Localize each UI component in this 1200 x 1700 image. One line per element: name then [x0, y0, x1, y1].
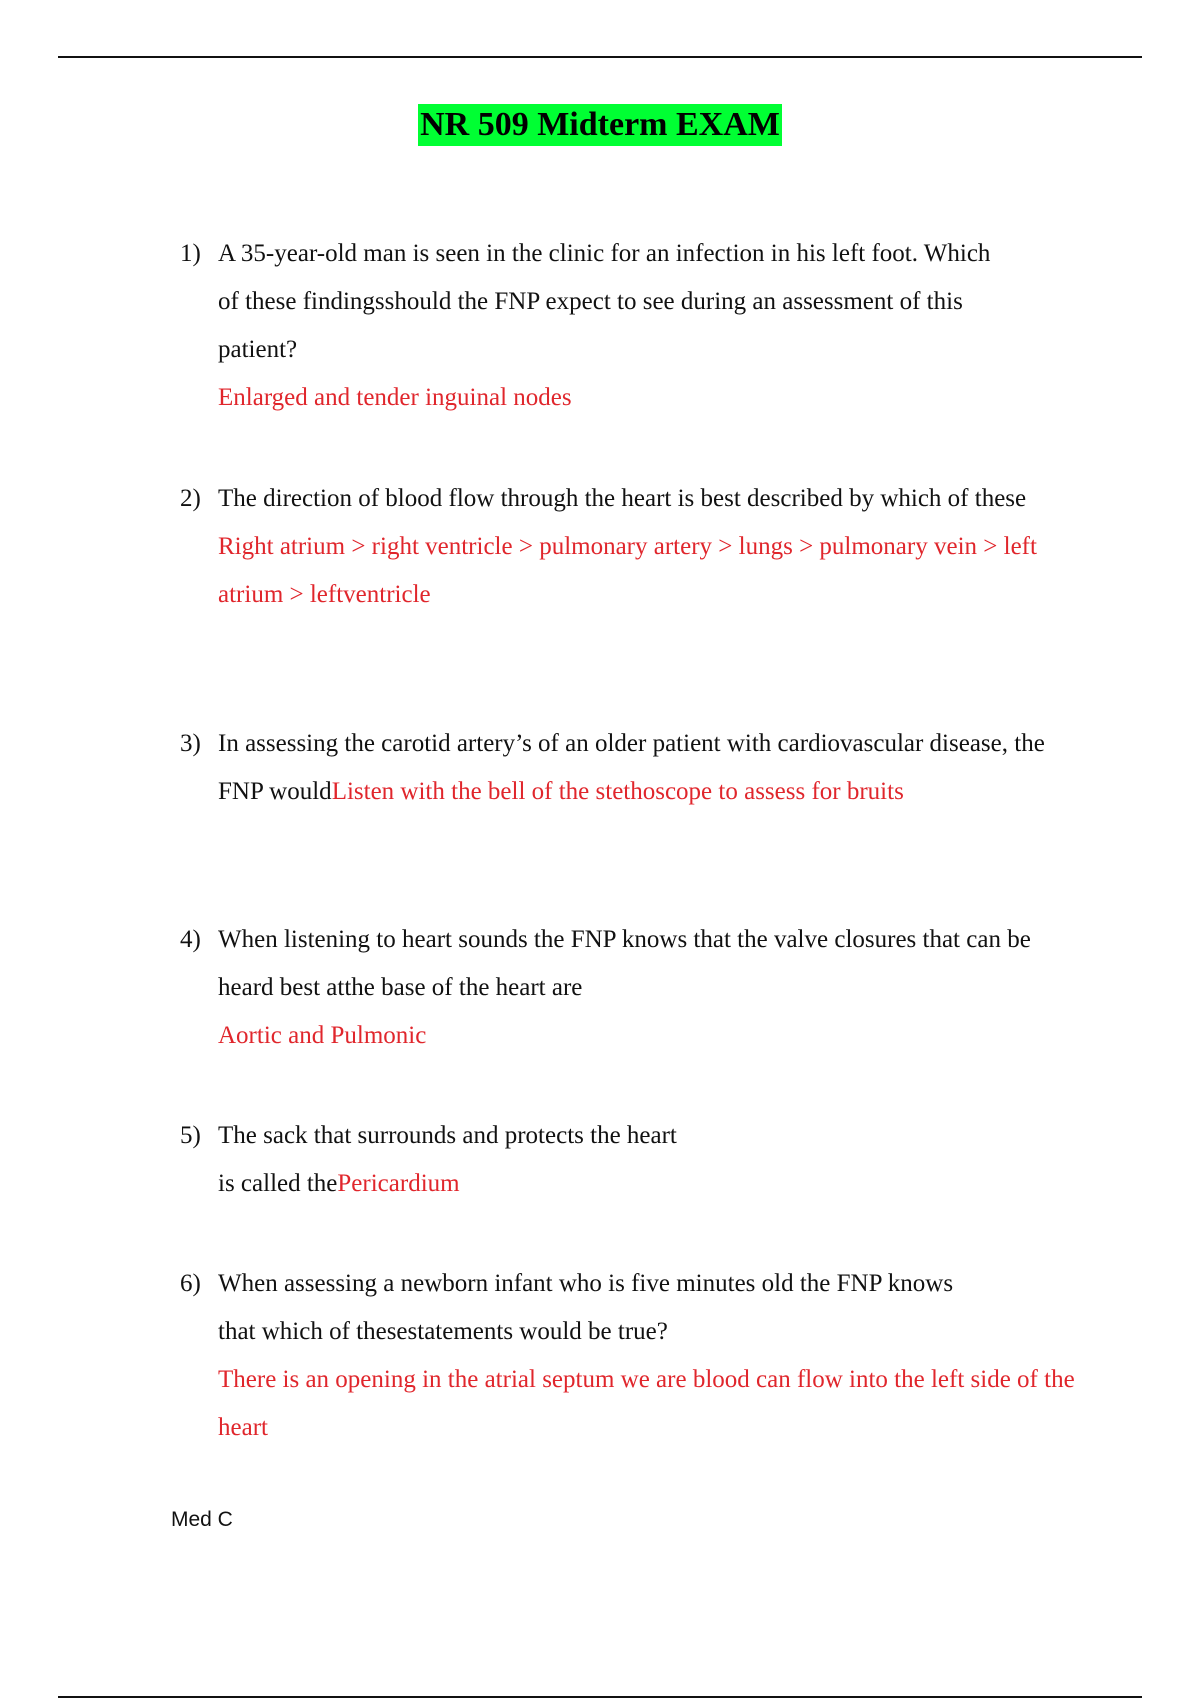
question-body [218, 475, 1100, 619]
title-container [0, 104, 1200, 146]
question-text: The direction of blood flow through the heart is best described by which of these [218, 485, 1027, 512]
answer-text: There is an opening in the atrial septum we are blood can flow into the left side of the heart [218, 1366, 1075, 1441]
top-rule [58, 56, 1142, 58]
question-2 [180, 475, 1100, 619]
question-text-line-2: is called the [218, 1170, 338, 1197]
question-text-line-1: The sack that surrounds and protects the heart [218, 1122, 677, 1149]
question-body [218, 230, 1100, 422]
question-5 [180, 1112, 1100, 1208]
answer-text: Right atrium > right ventricle > pulmonary artery > lungs > pulmonary vein > left atrium > leftventricle [218, 533, 1037, 608]
question-number: 3) [180, 730, 201, 757]
question-text: In assessing the carotid artery’s of an older patient with cardiovascular disease, the FNP would [218, 730, 1045, 805]
question-body [218, 1112, 1100, 1208]
bottom-rule [58, 1696, 1142, 1698]
question-4 [180, 916, 1100, 1060]
question-number: 5) [180, 1122, 201, 1149]
question-6 [180, 1260, 1100, 1452]
footer-label: Med C [171, 1508, 233, 1531]
question-body [218, 1260, 1100, 1452]
answer-text: Enlarged and tender inguinal nodes [218, 384, 572, 411]
question-3 [180, 720, 1100, 816]
question-text: A 35-year-old man is seen in the clinic for an infection in his left foot. Which of these findingsshould the FNP expect to see during an assessment of this patient? [218, 240, 991, 363]
question-number: 6) [180, 1270, 201, 1297]
answer-text: Listen with the bell of the stethoscope to assess for bruits [331, 778, 904, 805]
question-number: 4) [180, 926, 201, 953]
page-title: NR 509 Midterm EXAM [418, 104, 782, 146]
question-text: When listening to heart sounds the FNP knows that the valve closures that can be heard best atthe base of the heart are [218, 926, 1031, 1001]
question-1 [180, 230, 1100, 422]
question-body [218, 916, 1100, 1060]
question-body [218, 720, 1088, 816]
answer-text: Aortic and Pulmonic [218, 1022, 427, 1049]
question-number: 1) [180, 240, 201, 267]
question-text: When assessing a newborn infant who is five minutes old the FNP knows that which of thesestatements would be true? [218, 1270, 954, 1345]
answer-text: Pericardium [337, 1170, 460, 1197]
question-number: 2) [180, 485, 201, 512]
